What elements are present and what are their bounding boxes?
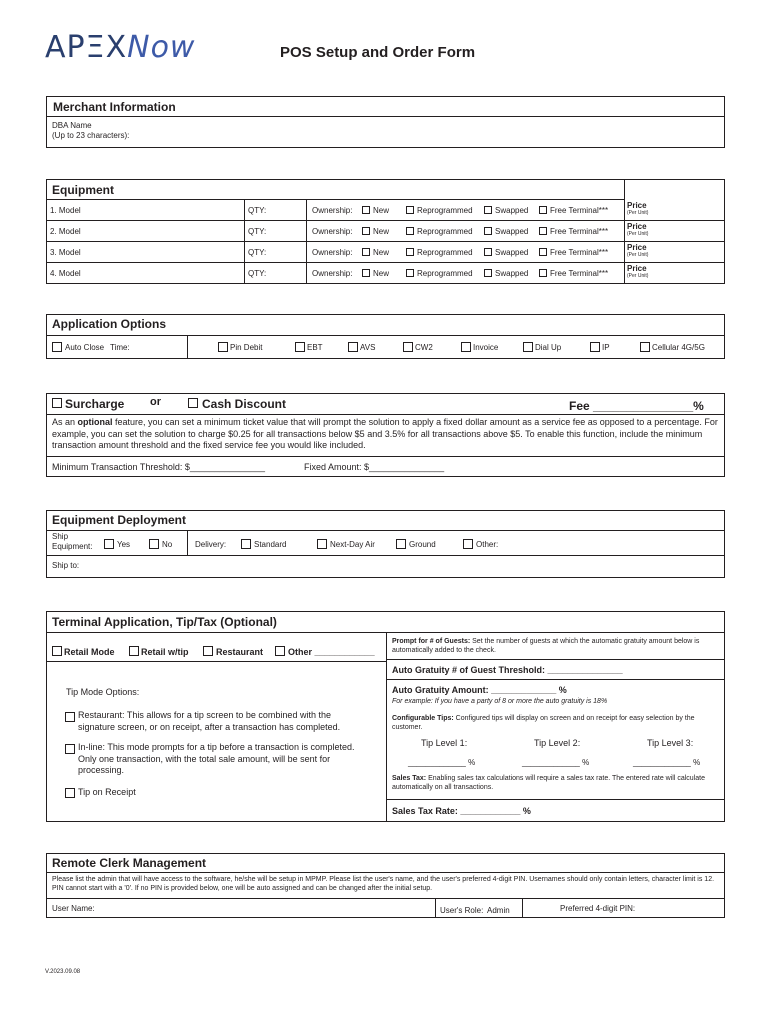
new-checkbox-2[interactable] (362, 227, 370, 235)
application-heading: Application Options (52, 317, 166, 331)
ebt-checkbox[interactable] (295, 342, 305, 352)
free-terminal-label-4: Free Terminal*** (550, 269, 609, 278)
cellular-4g-5g-checkbox[interactable] (640, 342, 650, 352)
dba-input[interactable] (130, 118, 720, 146)
price-label-4: Price (627, 264, 647, 273)
equipment-qty-label-1: QTY: (248, 206, 267, 215)
retail-mode-checkbox[interactable] (52, 646, 62, 656)
standard-checkbox[interactable] (241, 539, 251, 549)
swapped-label-4: Swapped (495, 269, 529, 278)
equipment-qty-label-3: QTY: (248, 248, 267, 257)
tip-mode-options-label: Tip Mode Options: (66, 687, 140, 697)
swapped-label-3: Swapped (495, 248, 529, 257)
ownership-label-2: Ownership: (312, 227, 353, 236)
other-mode-checkbox[interactable] (275, 646, 285, 656)
ship-yes-label: Yes (117, 540, 131, 549)
equipment-model-label-3: 3. Model (50, 248, 81, 257)
swapped-label-2: Swapped (495, 227, 529, 236)
cellular-4g-5g-label: Cellular 4G/5G (652, 343, 705, 352)
logo-text-now: Now (127, 30, 196, 65)
swapped-checkbox-1[interactable] (484, 206, 492, 214)
swapped-checkbox-2[interactable] (484, 227, 492, 235)
free-terminal-label-2: Free Terminal*** (550, 227, 609, 236)
new-checkbox-4[interactable] (362, 269, 370, 277)
retail-tip-checkbox[interactable] (129, 646, 139, 656)
other-label: Other: (476, 540, 499, 549)
ownership-label-4: Ownership: (312, 269, 353, 278)
tip-restaurant-label: Restaurant: This allows for a tip screen to be combined with the signature screen, or on receipt, after a transaction has completed. (78, 710, 341, 732)
remote-description: Please list the admin that will have access to the software, he/she will be setup in MPMP. Please list the user's name, and the user's preferred 4-digit PIN. Usernames should only contain letters, character limit is 12. PIN cannot start with a '0'. If no PIN is provided below, one will be auto assigned and can be changed after the initial setup. (52, 876, 715, 893)
auto-grat-amount-field[interactable]: Auto Gratuity Amount: _____________ % (392, 685, 567, 695)
per-unit-label-4: (Per Unit) (627, 273, 649, 279)
new-checkbox-1[interactable] (362, 206, 370, 214)
per-unit-label-1: (Per Unit) (627, 210, 649, 216)
min-threshold-field[interactable]: Minimum Transaction Threshold: $_______________ (52, 462, 265, 472)
dial-up-checkbox[interactable] (523, 342, 533, 352)
free-terminal-label-1: Free Terminal*** (550, 206, 609, 215)
logo-text: APΞX (45, 30, 128, 65)
retail-mode-label: Retail Mode (64, 647, 115, 657)
user-role-value: Admin (487, 906, 510, 915)
new-label-4: New (373, 269, 390, 278)
price-label-1: Price (627, 201, 647, 210)
new-checkbox-3[interactable] (362, 248, 370, 256)
cw2-label: CW2 (415, 343, 433, 352)
swapped-checkbox-4[interactable] (484, 269, 492, 277)
deployment-heading: Equipment Deployment (52, 513, 187, 527)
ip-label: IP (602, 343, 610, 352)
prompt-guests-text: Prompt for # of Guests: Set the number of guests at which the automatic gratuity amount below is automatically added to the check. (392, 638, 700, 655)
tip-level-1-field[interactable]: _____________ % (408, 758, 476, 767)
pin-debit-checkbox[interactable] (218, 342, 228, 352)
other-checkbox[interactable] (463, 539, 473, 549)
retail-tip-label: Retail w/tip (141, 647, 189, 657)
ownership-label-1: Ownership: (312, 206, 353, 215)
swapped-checkbox-3[interactable] (484, 248, 492, 256)
sales-tax-text: Sales Tax: Enabling sales tax calculations will require a sales tax rate. The entered rate will calculate automatically on all transactions. (392, 775, 705, 792)
free-terminal-checkbox-4[interactable] (539, 269, 547, 277)
remote-heading: Remote Clerk Management (52, 856, 207, 870)
invoice-checkbox[interactable] (461, 342, 471, 352)
reprogrammed-checkbox-4[interactable] (406, 269, 414, 277)
restaurant-checkbox[interactable] (203, 646, 213, 656)
cash-discount-label: Cash Discount (202, 397, 287, 411)
next-day-checkbox[interactable] (317, 539, 327, 549)
free-terminal-checkbox-2[interactable] (539, 227, 547, 235)
price-label-2: Price (627, 222, 647, 231)
tip-level-3-field[interactable]: _____________ % (633, 758, 701, 767)
new-label-1: New (373, 206, 390, 215)
swapped-label-1: Swapped (495, 206, 529, 215)
standard-label: Standard (254, 540, 287, 549)
tip-level-1-label: Tip Level 1: (421, 738, 468, 748)
reprogrammed-label-4: Reprogrammed (417, 269, 473, 278)
avs-label: AVS (360, 343, 376, 352)
ground-checkbox[interactable] (396, 539, 406, 549)
ship-equipment-label: Ship Equipment: (52, 532, 93, 551)
equipment-model-label-1: 1. Model (50, 206, 81, 215)
terminal-heading: Terminal Application, Tip/Tax (Optional) (52, 615, 277, 629)
tip-receipt-checkbox[interactable] (65, 788, 75, 798)
version-label: V.2023.09.08 (45, 969, 81, 975)
reprogrammed-label-2: Reprogrammed (417, 227, 473, 236)
free-terminal-checkbox-3[interactable] (539, 248, 547, 256)
tip-level-2-field[interactable]: _____________ % (522, 758, 590, 767)
tip-level-2-label: Tip Level 2: (534, 738, 581, 748)
surcharge-label: Surcharge (65, 397, 125, 411)
reprogrammed-label-1: Reprogrammed (417, 206, 473, 215)
dial-up-label: Dial Up (535, 343, 562, 352)
per-unit-label-3: (Per Unit) (627, 252, 649, 258)
surcharge-checkbox[interactable] (52, 398, 62, 408)
reprogrammed-checkbox-3[interactable] (406, 248, 414, 256)
auto-close-checkbox[interactable] (52, 342, 62, 352)
avs-checkbox[interactable] (348, 342, 358, 352)
invoice-label: Invoice (473, 343, 499, 352)
sales-tax-rate-field[interactable]: Sales Tax Rate: ____________ % (392, 806, 531, 816)
equipment-qty-label-4: QTY: (248, 269, 267, 278)
dba-hint: (Up to 23 characters): (52, 131, 130, 140)
per-unit-label-2: (Per Unit) (627, 231, 649, 237)
time-label: Time: (110, 343, 130, 352)
tip-inline-checkbox[interactable] (65, 744, 75, 754)
other-mode-label: Other ____________ (288, 647, 375, 657)
ground-label: Ground (409, 540, 436, 549)
new-label-2: New (373, 227, 390, 236)
auto-grat-example: For example: If you have a party of 8 or more the auto gratuity is 18% (392, 698, 608, 705)
form-title: POS Setup and Order Form (280, 44, 476, 61)
surcharge-description: As an optional feature, you can set a minimum ticket value that will prompt the solution to apply a fixed dollar amount as a service fee as opposed to a percentage. For example, you can set the solution to charge $0.25 for all transactions below $5 and 3.5% for all transactions above $5. To enable this function, include the minimum transaction amount threshold and the fixed service fee you would like included. (52, 417, 718, 451)
user-role-label: User's Role: (440, 906, 484, 915)
ip-checkbox[interactable] (590, 342, 600, 352)
equipment-model-label-4: 4. Model (50, 269, 81, 278)
reprogrammed-label-3: Reprogrammed (417, 248, 473, 257)
ebt-label: EBT (307, 343, 323, 352)
apexnow-logo (45, 30, 195, 65)
ship-yes-checkbox[interactable] (104, 539, 114, 549)
ship-to-label: Ship to: (52, 561, 80, 570)
ownership-label-3: Ownership: (312, 248, 353, 257)
reprogrammed-checkbox-2[interactable] (406, 227, 414, 235)
equipment-heading: Equipment (52, 183, 114, 197)
merchant-heading: Merchant Information (53, 100, 176, 114)
pin-debit-label: Pin Debit (230, 343, 263, 352)
reprogrammed-checkbox-1[interactable] (406, 206, 414, 214)
ship-no-checkbox[interactable] (149, 539, 159, 549)
pin-field[interactable]: Preferred 4-digit PIN: (560, 904, 636, 913)
tip-receipt-label: Tip on Receipt (78, 787, 136, 797)
tip-level-3-label: Tip Level 3: (647, 738, 694, 748)
equipment-qty-label-2: QTY: (248, 227, 267, 236)
next-day-label: Next-Day Air (330, 540, 375, 549)
cash-discount-checkbox[interactable] (188, 398, 198, 408)
free-terminal-label-3: Free Terminal*** (550, 248, 609, 257)
delivery-label: Delivery: (195, 540, 227, 549)
free-terminal-checkbox-1[interactable] (539, 206, 547, 214)
new-label-3: New (373, 248, 390, 257)
equipment-model-label-2: 2. Model (50, 227, 81, 236)
fee-field[interactable]: Fee _______________% (569, 399, 704, 413)
price-label-3: Price (627, 243, 647, 252)
auto-grat-threshold-field[interactable]: Auto Gratuity # of Guest Threshold: _______________ (392, 665, 623, 675)
user-name-field[interactable]: User Name: (52, 904, 95, 913)
tip-restaurant-checkbox[interactable] (65, 712, 75, 722)
cw2-checkbox[interactable] (403, 342, 413, 352)
auto-close-label: Auto Close (65, 343, 105, 352)
fixed-amount-field[interactable]: Fixed Amount: $_______________ (304, 462, 445, 472)
config-tips-text: Configurable Tips: Configured tips will display on screen and on receipt for easy selection by the customer. (392, 715, 695, 732)
tip-inline-label: In-line: This mode prompts for a tip before a transaction is completed. Only one transaction, with the total sale amount, will be sent for processing. (78, 742, 355, 776)
ship-no-label: No (162, 540, 173, 549)
restaurant-label: Restaurant (216, 647, 264, 657)
dba-label: DBA Name (52, 121, 92, 130)
or-label: or (150, 396, 161, 408)
